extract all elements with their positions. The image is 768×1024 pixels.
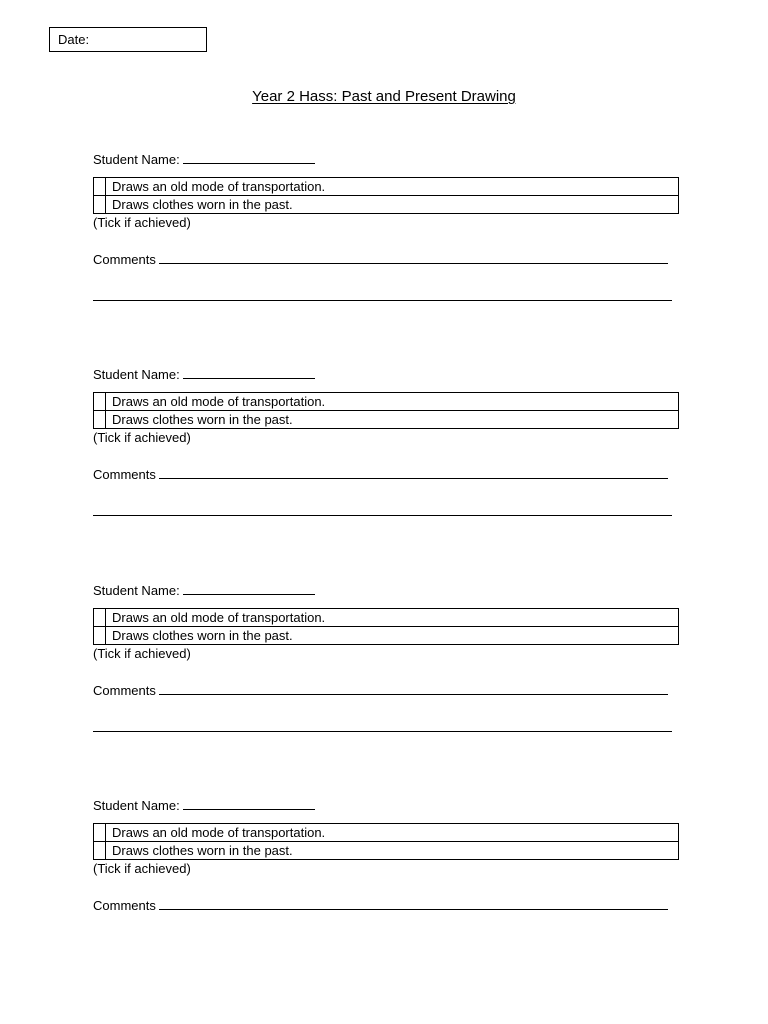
page-title: Year 2 Hass: Past and Present Drawing — [252, 88, 516, 105]
criteria-row — [94, 627, 679, 645]
comments-field[interactable] — [159, 681, 668, 695]
criteria-row — [94, 609, 679, 627]
criteria-row — [94, 411, 679, 429]
student-name-row — [93, 150, 315, 168]
tick-box[interactable] — [94, 824, 106, 842]
comments-field[interactable] — [159, 465, 668, 479]
comments-field[interactable] — [159, 896, 668, 910]
comments-field[interactable] — [159, 250, 668, 264]
criteria-text: Draws an old mode of transportation. — [106, 609, 679, 627]
comments-row — [93, 250, 668, 269]
tick-box[interactable] — [94, 627, 106, 645]
student-name-label: Student Name: — [93, 367, 180, 382]
tick-box[interactable] — [94, 196, 106, 214]
tick-box[interactable] — [94, 842, 106, 860]
criteria-table — [93, 392, 679, 429]
criteria-text: Draws an old mode of transportation. — [106, 824, 679, 842]
student-name-field[interactable] — [183, 150, 315, 164]
date-label: Date: — [58, 32, 90, 47]
criteria-row — [94, 842, 679, 860]
criteria-text: Draws clothes worn in the past. — [106, 411, 679, 429]
comments-row — [93, 465, 668, 484]
tick-note: (Tick if achieved) — [93, 215, 191, 230]
student-name-field[interactable] — [183, 365, 315, 379]
criteria-text: Draws clothes worn in the past. — [106, 196, 679, 214]
criteria-text: Draws clothes worn in the past. — [106, 842, 679, 860]
criteria-table — [93, 177, 679, 214]
tick-box[interactable] — [94, 178, 106, 196]
tick-note: (Tick if achieved) — [93, 646, 191, 661]
student-name-label: Student Name: — [93, 152, 180, 167]
comments-extra-line[interactable] — [93, 731, 672, 732]
comments-label: Comments — [93, 683, 156, 698]
criteria-row — [94, 393, 679, 411]
student-name-row — [93, 796, 315, 814]
student-name-row — [93, 581, 315, 599]
criteria-text: Draws an old mode of transportation. — [106, 393, 679, 411]
comments-label: Comments — [93, 898, 156, 913]
criteria-table — [93, 823, 679, 860]
date-field[interactable] — [49, 27, 207, 52]
student-name-row — [93, 365, 315, 383]
criteria-row — [94, 178, 679, 196]
comments-label: Comments — [93, 252, 156, 267]
criteria-text: Draws clothes worn in the past. — [106, 627, 679, 645]
student-name-label: Student Name: — [93, 798, 180, 813]
comments-row — [93, 681, 668, 700]
tick-box[interactable] — [94, 393, 106, 411]
tick-box[interactable] — [94, 411, 106, 429]
criteria-row — [94, 196, 679, 214]
criteria-table — [93, 608, 679, 645]
tick-box[interactable] — [94, 609, 106, 627]
student-name-label: Student Name: — [93, 583, 180, 598]
criteria-row — [94, 824, 679, 842]
student-name-field[interactable] — [183, 796, 315, 810]
comments-extra-line[interactable] — [93, 515, 672, 516]
comments-extra-line[interactable] — [93, 300, 672, 301]
comments-label: Comments — [93, 467, 156, 482]
tick-note: (Tick if achieved) — [93, 861, 191, 876]
tick-note: (Tick if achieved) — [93, 430, 191, 445]
student-name-field[interactable] — [183, 581, 315, 595]
criteria-text: Draws an old mode of transportation. — [106, 178, 679, 196]
comments-row — [93, 896, 668, 915]
